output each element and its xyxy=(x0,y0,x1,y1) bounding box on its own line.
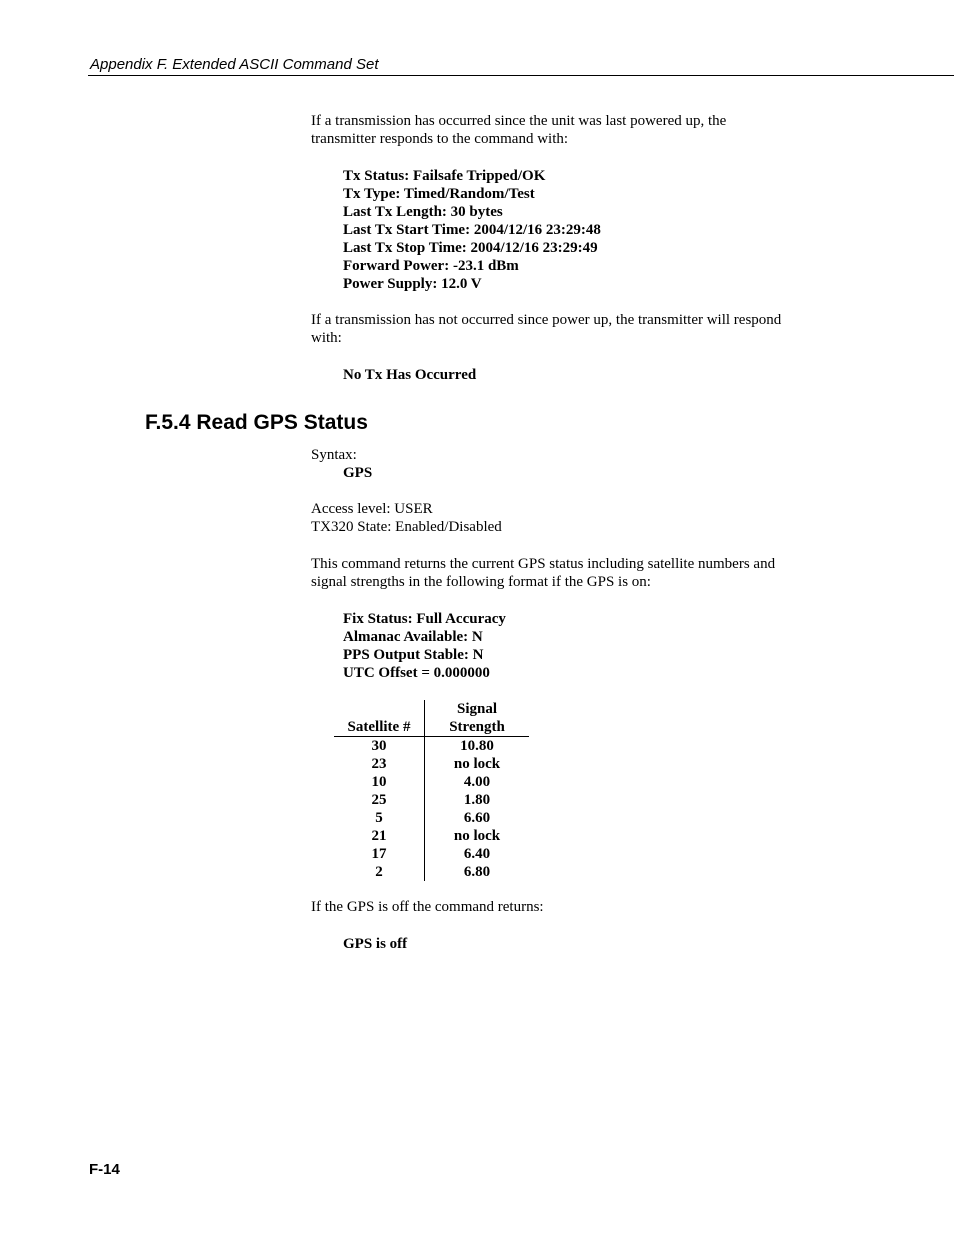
strength-cell: no lock xyxy=(453,756,501,772)
gps-off-paragraph xyxy=(311,898,811,916)
tx-response-line: Last Tx Length: 30 bytes xyxy=(343,204,503,220)
table-row xyxy=(334,845,529,863)
description-line: This command returns the current GPS status including satellite numbers and xyxy=(311,556,776,572)
no-tx-paragraph xyxy=(311,311,811,347)
section-heading: F.5.4 Read GPS Status xyxy=(145,411,368,434)
strength-cell: 10.80 xyxy=(460,738,494,754)
satellite-cell: 17 xyxy=(334,845,425,863)
paragraph-line: with: xyxy=(311,330,342,346)
syntax-command xyxy=(343,464,803,482)
page-number: F-14 xyxy=(89,1161,120,1178)
running-header xyxy=(88,55,954,76)
gps-status-line: Almanac Available: N xyxy=(343,629,483,645)
access-level: Access level: USER xyxy=(311,501,433,517)
tx-response-line: Last Tx Stop Time: 2004/12/16 23:29:49 xyxy=(343,240,598,256)
gps-status-block xyxy=(343,610,803,682)
no-tx-response xyxy=(343,366,803,384)
syntax-command-text: GPS xyxy=(343,465,373,481)
satellite-table xyxy=(334,700,529,881)
tx-response-line: Tx Status: Failsafe Tripped/OK xyxy=(343,168,546,184)
paragraph-line: If a transmission has not occurred since power up, the transmitter will respond xyxy=(311,312,782,328)
tx320-state: TX320 State: Enabled/Disabled xyxy=(311,519,502,535)
gps-off-text: GPS is off xyxy=(343,936,408,952)
intro-paragraph xyxy=(311,112,811,148)
strength-cell: 6.60 xyxy=(463,810,491,826)
table-row xyxy=(334,773,529,791)
table-header-row xyxy=(334,700,529,737)
strength-cell: 6.40 xyxy=(463,846,491,862)
satellite-cell: 25 xyxy=(334,791,425,809)
syntax-label-text: Syntax: xyxy=(311,447,357,463)
description-line: signal strengths in the following format if the GPS is on: xyxy=(311,574,651,590)
tx-response-line: Power Supply: 12.0 V xyxy=(343,276,482,292)
intro-line: If a transmission has occurred since the unit was last powered up, the xyxy=(311,113,727,129)
table-row xyxy=(334,863,529,881)
tx-response-line: Forward Power: -23.1 dBm xyxy=(343,258,519,274)
satellite-column-header: Satellite # xyxy=(334,700,425,737)
satellite-cell: 21 xyxy=(334,827,425,845)
syntax-label xyxy=(311,446,811,464)
strength-cell: 1.80 xyxy=(463,792,491,808)
running-title: Appendix F. Extended ASCII Command Set xyxy=(90,56,379,73)
satellite-cell: 2 xyxy=(334,863,425,881)
satellite-cell: 10 xyxy=(334,773,425,791)
table-row xyxy=(334,827,529,845)
table-row xyxy=(334,791,529,809)
strength-cell: 4.00 xyxy=(463,774,491,790)
tx-response-line: Last Tx Start Time: 2004/12/16 23:29:48 xyxy=(343,222,601,238)
description-paragraph xyxy=(311,555,811,591)
tx-response-line: Tx Type: Timed/Random/Test xyxy=(343,186,535,202)
intro-line: transmitter responds to the command with: xyxy=(311,131,569,147)
no-tx-text: No Tx Has Occurred xyxy=(343,367,477,383)
gps-status-line: Fix Status: Full Accuracy xyxy=(343,611,506,627)
gps-off-intro: If the GPS is off the command returns: xyxy=(311,899,544,915)
gps-off-response xyxy=(343,935,803,953)
access-block xyxy=(311,500,811,536)
gps-status-line: UTC Offset = 0.000000 xyxy=(343,665,490,681)
table-row xyxy=(334,755,529,773)
satellite-cell: 30 xyxy=(334,737,425,756)
satellite-cell: 23 xyxy=(334,755,425,773)
gps-status-line: PPS Output Stable: N xyxy=(343,647,484,663)
table-row xyxy=(334,737,529,756)
signal-strength-column-header: Signal Strength xyxy=(449,701,505,735)
strength-cell: 6.80 xyxy=(463,864,491,880)
tx-response-block xyxy=(343,167,803,293)
satellite-cell: 5 xyxy=(334,809,425,827)
strength-cell: no lock xyxy=(453,828,501,844)
table-row xyxy=(334,809,529,827)
